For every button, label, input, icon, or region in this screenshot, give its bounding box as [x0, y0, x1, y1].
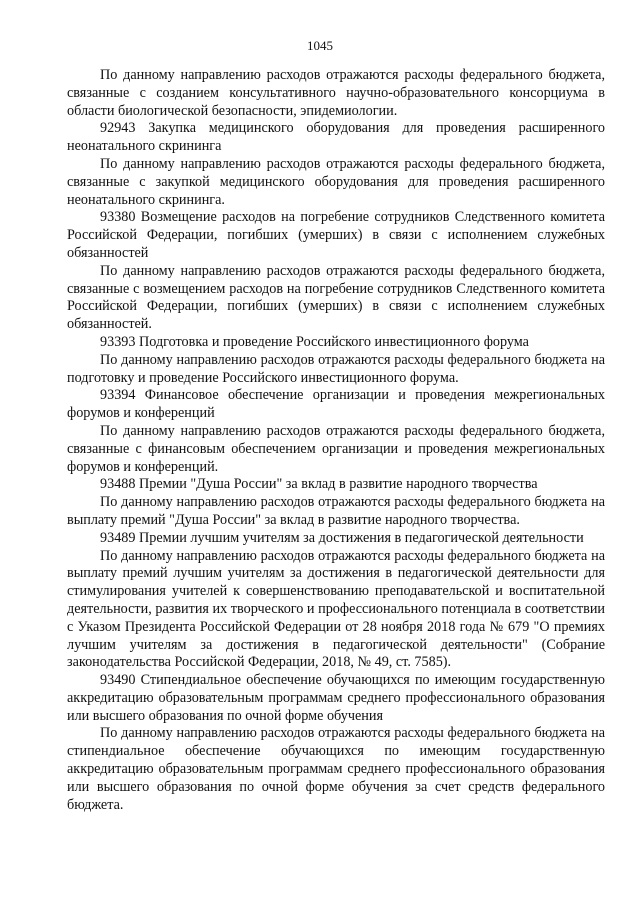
paragraph-93394: По данному направлению расходов отражаются расходы федерального бюджета, связанные с финансовым обеспечением организации и проведения межрегиональных форумов и конференций.	[67, 422, 605, 475]
paragraph-93488: По данному направлению расходов отражаются расходы федерального бюджета на выплату премий "Душа России" за вклад в развитие народного творчества.	[67, 494, 605, 528]
heading-93393: 93393 Подготовка и проведение Российского инвестиционного форума	[100, 333, 529, 350]
paragraph-93393: По данному направлению расходов отражаются расходы федерального бюджета на подготовку и проведение Российского инвестиционного форума.	[67, 351, 605, 386]
heading-93380: 93380 Возмещение расходов на погребение сотрудников Следственного комитета Российской Федерации, погибших (умерших) в связи с исполнением служебных обязанностей	[67, 209, 605, 261]
heading-93489: 93489 Премии лучшим учителям за достижения в педагогической деятельности	[100, 529, 584, 546]
heading-93490: 93490 Стипендиальное обеспечение обучающихся по имеющим государственную аккредитацию образовательным программам среднего профессионального образования или высшего образования по очной форме обучения	[67, 672, 605, 724]
heading-93394: 93394 Финансовое обеспечение организации и проведения межрегиональных форумов и конференций	[67, 387, 605, 422]
document-body	[67, 67, 605, 814]
paragraph-92943: По данному направлению расходов отражаются расходы федерального бюджета, связанные с закупкой медицинского оборудования для проведения расширенного неонатального скрининга.	[67, 155, 605, 208]
paragraph-93489: По данному направлению расходов отражаются расходы федерального бюджета на выплату премий лучшим учителям за достижения в педагогической деятельности для стимулирования учителей к совершенствованию преподавательской и воспитательной деятельности, развития их творческого и профессионального потенциала в соответствии с Указом Президента Российской Федерации от 28 ноября 2018 года № 679 "О премиях лучшим учителям за достижения в педагогической деятельности" (Собрание законодательства Российской Федерации, 2018, № 49, ст. 7585).	[67, 547, 605, 671]
page-number: 1045	[307, 38, 333, 53]
paragraph-93380: По данному направлению расходов отражаются расходы федерального бюджета, связанные с возмещением расходов на погребение сотрудников Следственного комитета Российской Федерации, погибших (умерших) в связи с исполнением служебных обязанностей.	[67, 262, 605, 333]
heading-93488: 93488 Премии "Душа России" за вклад в развитие народного творчества	[100, 476, 538, 493]
paragraph-93490: По данному направлению расходов отражаются расходы федерального бюджета на стипендиальное обеспечение обучающихся по имеющим государственную аккредитацию образовательным программам среднего профессионального образования или высшего образования по очной форме обучения за счет средств федерального бюджета.	[67, 725, 605, 813]
heading-92943: 92943 Закупка медицинского оборудования для проведения расширенного неонатального скрининга	[67, 120, 605, 155]
paragraph-1: По данному направлению расходов отражаются расходы федерального бюджета, связанные с созданием консультативного научно-образовательного консорциума в области биологической безопасности, эпидемиологии.	[67, 67, 605, 119]
